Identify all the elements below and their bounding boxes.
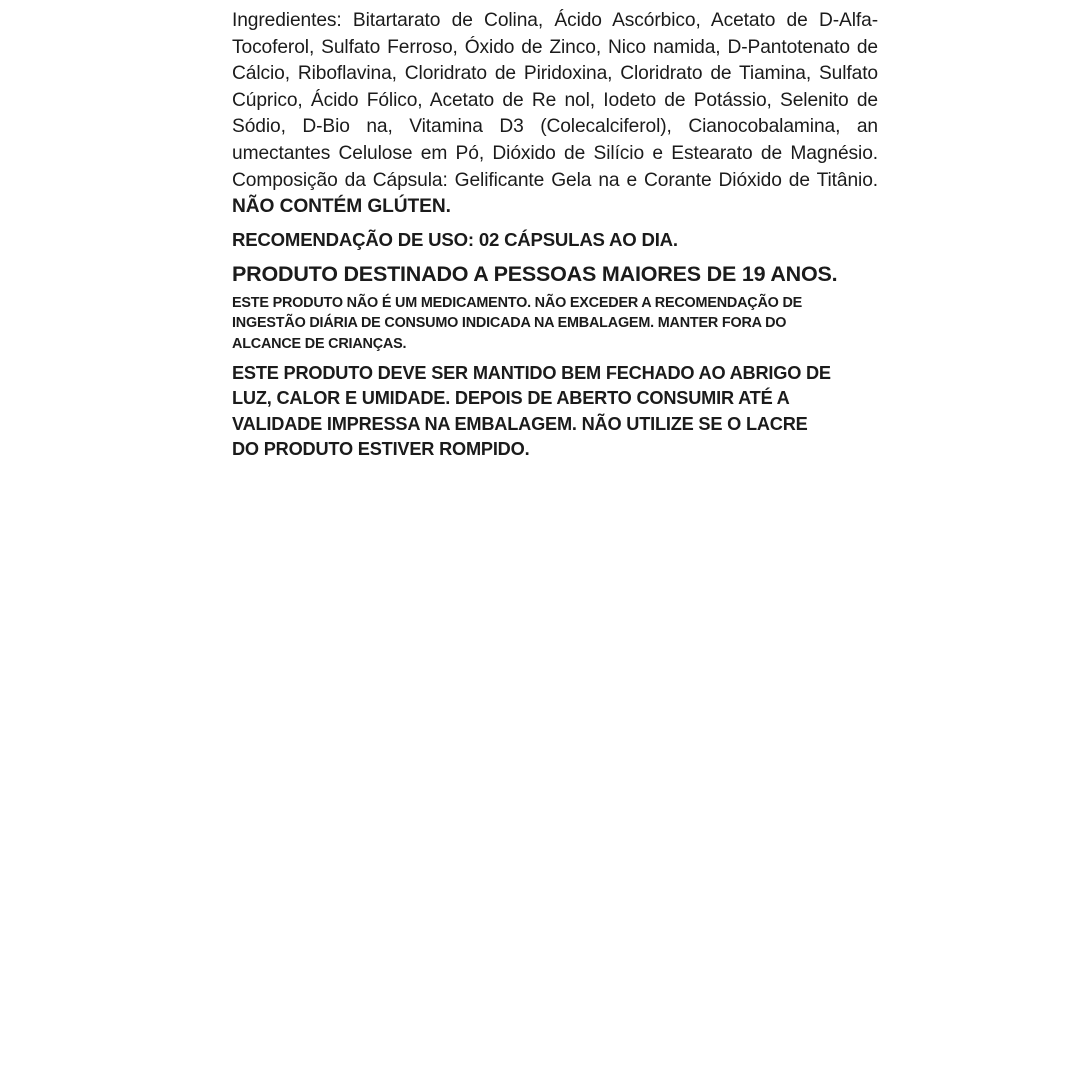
usage-recommendation: RECOMENDAÇÃO DE USO: 02 CÁPSULAS AO DIA. [232,228,678,250]
age-restriction-notice: PRODUTO DESTINADO A PESSOAS MAIORES DE 19 ANOS. [232,261,838,286]
gluten-notice: NÃO CONTÉM GLÚTEN. [232,196,451,218]
product-label-text [232,8,878,463]
storage-notice: ESTE PRODUTO DEVE SER MANTIDO BEM FECHADO AO ABRIGO DE LUZ, CALOR E UMIDADE. DEPOIS DE ABERTO CONSUMIR ATÉ A VALIDADE IMPRESSA NA EMBALAGEM. NÃO UTILIZE SE O LACRE DO PRODUTO ESTIVER ROMPIDO. [232,362,831,460]
medicine-warning: ESTE PRODUTO NÃO É UM MEDICAMENTO. NÃO EXCEDER A RECOMENDAÇÃO DE INGESTÃO DIÁRIA DE CONSUMO INDICADA NA EMBALAGEM. MANTER FORA DO ALCANCE DE CRIANÇAS. [232,294,803,352]
ingredients-paragraph [232,8,878,221]
ingredients-list: Ingredientes: Bitartarato de Colina, Ácido Ascórbico, Acetato de D-Alfa-Tocoferol, Sulfato Ferroso, Óxido de Zinco, Nico namida, D-Pantotenato de Cálcio, Riboflavina, Cloridrato de Piridoxina, Cloridrato de Tiamina, Sulfato Cúprico, Ácido Fólico, Acetato de Re nol, Iodeto de Potássio, Selenito de Sódio, D-Bio na, Vitamina D3 (Colecalciferol), Cianocobalamina, an umectantes Celulose em Pó, Dióxido de Silício e Estearato de Magnésio. Composição da Cápsula: Gelificante Gela na e Corante Dióxido de Titânio. [232,10,878,191]
